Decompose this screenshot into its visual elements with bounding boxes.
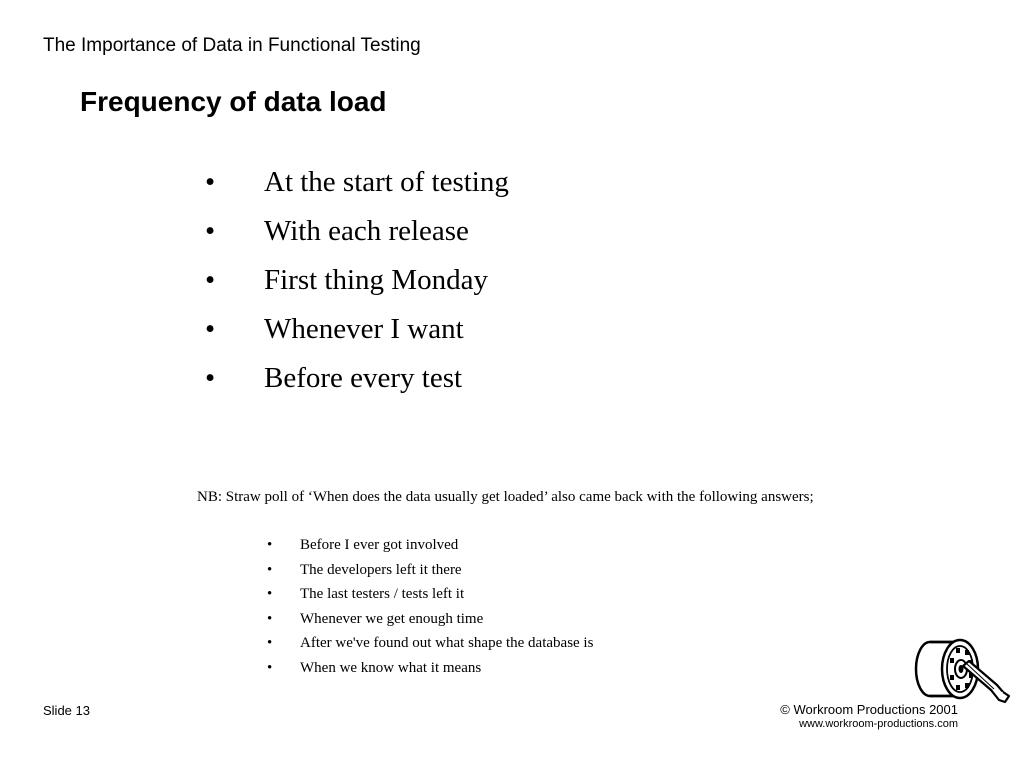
main-bullet-text: Whenever I want <box>264 313 464 345</box>
main-bullet-text: At the start of testing <box>264 166 509 198</box>
bullet-marker: • <box>267 537 273 553</box>
main-bullet-text: Before every test <box>264 362 463 394</box>
bullet-marker: • <box>267 659 273 676</box>
slide-title: Frequency of data load <box>80 86 387 117</box>
bullet-marker: • <box>267 610 273 627</box>
film-reel-wrench-icon <box>905 630 1015 708</box>
bullet-marker: • <box>205 215 216 247</box>
note-bullet-text: Whenever we get enough time <box>300 610 484 627</box>
website-url: www.workroom-productions.com <box>799 718 958 730</box>
note-bullet-text: The developers left it there <box>300 561 462 578</box>
bullet-marker: • <box>205 264 216 296</box>
bullet-marker: • <box>205 313 216 345</box>
bullet-marker: • <box>205 166 216 198</box>
main-bullet-text: With each release <box>264 215 469 247</box>
main-bullet-text: First thing Monday <box>264 264 488 296</box>
note-paragraph: NB: Straw poll of ‘When does the data usually get loaded’ also came back with the following answers; <box>197 489 814 505</box>
bullet-marker: • <box>267 586 273 602</box>
bullet-marker: • <box>205 362 216 394</box>
note-bullet-text: The last testers / tests left it <box>300 586 465 602</box>
note-bullet-text: Before I ever got involved <box>300 537 459 553</box>
bullet-marker: • <box>267 561 273 578</box>
note-bullet-text: After we've found out what shape the database is <box>300 635 594 651</box>
copyright-notice: © Workroom Productions 2001 <box>780 702 958 717</box>
slide-number: Slide 13 <box>43 703 90 718</box>
note-bullet-text: When we know what it means <box>300 659 482 676</box>
bullet-marker: • <box>267 635 273 651</box>
header-title: The Importance of Data in Functional Testing <box>43 35 421 56</box>
